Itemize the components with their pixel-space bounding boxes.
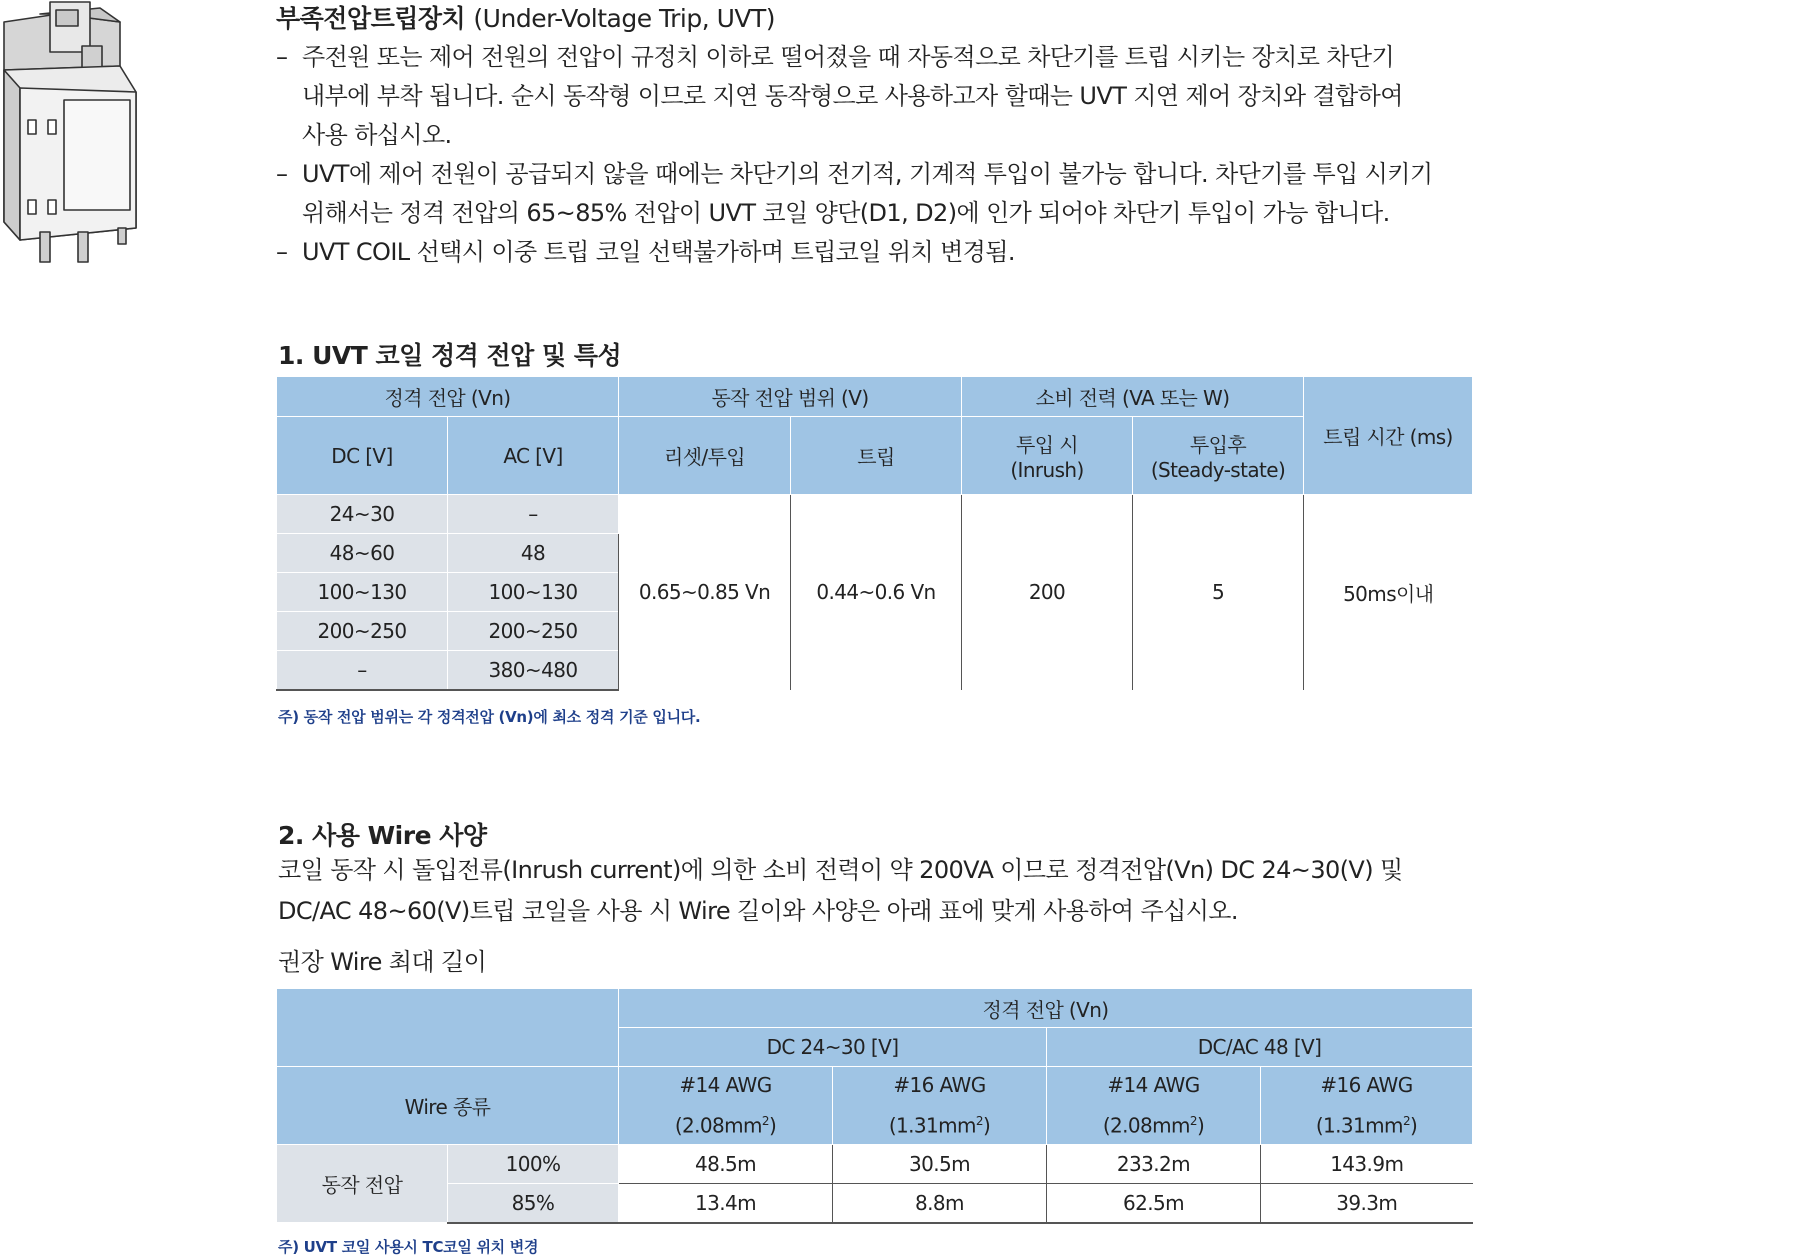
bullet-text: 내부에 부착 됩니다. 순시 동작형 이므로 지연 동작형으로 사용하고자 할때는 UVT 지연 제어 장치와 결합하여 <box>302 82 1403 110</box>
table-cell: 13.4m <box>619 1184 833 1223</box>
awg-size-close: ) <box>768 1113 777 1138</box>
bullet-text: 주전원 또는 제어 전원의 전압이 규정치 이하로 떨어졌을 때 자동적으로 차단기를 트립 시키는 장치로 차단기 <box>302 43 1395 71</box>
table-cell: 380~480 <box>448 651 619 690</box>
section2-subtitle: 권장 Wire 최대 길이 <box>278 948 487 976</box>
merged-inrush-value: 200 <box>962 495 1133 690</box>
section2-title: 2. 사용 Wire 사양 <box>278 821 487 850</box>
section2-paragraph <box>278 850 1474 932</box>
uvt-device-illustration <box>0 0 142 268</box>
awg-size-close: ) <box>982 1113 991 1138</box>
bullet-dash: – <box>276 43 288 71</box>
awg-size-value: (1.31mm <box>888 1113 976 1138</box>
paragraph-line: 코일 동작 시 돌입전류(Inrush current)에 의한 소비 전력이 약 200VA 이므로 정격전압(Vn) DC 24~30(V) 및 <box>278 856 1403 884</box>
header-dc: DC [V] <box>277 417 448 495</box>
table-cell: 100~130 <box>448 573 619 612</box>
awg-label: #16 AWG <box>893 1073 986 1098</box>
awg-label: #14 AWG <box>1107 1073 1200 1098</box>
merged-reset-value: 0.65~0.85 Vn <box>619 495 791 690</box>
header-dc24: DC 24~30 [V] <box>619 1028 1047 1067</box>
header-steady-label: 투입후 <box>1189 433 1247 457</box>
awg-size-unit: 2 <box>975 1114 983 1129</box>
table-cell: 48 <box>448 534 619 573</box>
awg-size-close: ) <box>1196 1113 1205 1138</box>
header-trip: 트립 <box>791 417 962 495</box>
awg-size <box>1261 1103 1472 1144</box>
header-steady-sub: (Steady-state) <box>1150 458 1286 482</box>
merged-trip-time-value: 50ms이내 <box>1304 495 1473 690</box>
section1-title: 1. UVT 코일 정격 전압 및 특성 <box>278 341 622 370</box>
awg-size-unit: 2 <box>1189 1114 1197 1129</box>
bullet-text: UVT COIL 선택시 이중 트립 코일 선택불가하며 트립코일 위치 변경됨. <box>302 238 1015 266</box>
header-blank <box>277 989 619 1067</box>
row-label-op-voltage: 동작 전압 <box>277 1145 448 1223</box>
header-awg14 <box>619 1067 833 1145</box>
awg-size-value: (2.08mm <box>674 1113 762 1138</box>
intro-title <box>276 0 1476 38</box>
header-awg16 <box>833 1067 1047 1145</box>
awg-size-value: (1.31mm <box>1315 1113 1403 1138</box>
section1-note: 주) 동작 전압 범위는 각 정격전압 (Vn)에 최소 정격 기준 입니다. <box>278 708 701 726</box>
awg-size <box>619 1103 832 1144</box>
bullet-dash: – <box>276 238 288 266</box>
header-rated-voltage: 정격 전압 (Vn) <box>619 989 1473 1028</box>
awg-size <box>1047 1103 1260 1144</box>
intro-section <box>276 0 1476 272</box>
header-operating-range: 동작 전압 범위 (V) <box>619 377 962 417</box>
merged-steady-value: 5 <box>1133 495 1304 690</box>
table-cell: 233.2m <box>1047 1145 1261 1184</box>
awg-size-unit: 2 <box>1402 1114 1410 1129</box>
merged-trip-value: 0.44~0.6 Vn <box>791 495 962 690</box>
awg-label: #14 AWG <box>679 1073 772 1098</box>
awg-size <box>833 1103 1046 1144</box>
header-awg14 <box>1047 1067 1261 1145</box>
table-cell: 100~130 <box>277 573 448 612</box>
table-cell: 62.5m <box>1047 1184 1261 1223</box>
bullet-item <box>276 38 1476 155</box>
bullet-item <box>276 233 1476 272</box>
bullet-item <box>276 155 1476 233</box>
header-trip-time: 트립 시간 (ms) <box>1304 377 1473 495</box>
header-inrush-sub: (Inrush) <box>1010 458 1084 482</box>
intro-title-en: (Under-Voltage Trip, UVT) <box>473 4 776 33</box>
bullet-text: 위해서는 정격 전압의 65~85% 전압이 UVT 코일 양단(D1, D2)에 인가 되어야 차단기 투입이 가능 합니다. <box>302 199 1390 227</box>
table-cell: 48~60 <box>277 534 448 573</box>
table-cell: – <box>448 495 619 534</box>
awg-size-unit: 2 <box>761 1114 769 1129</box>
header-steady <box>1133 417 1304 495</box>
header-power: 소비 전력 (VA 또는 W) <box>962 377 1304 417</box>
table-cell: 48.5m <box>619 1145 833 1184</box>
row-label-pct: 85% <box>448 1184 619 1223</box>
header-ac: AC [V] <box>448 417 619 495</box>
table-cell: 24~30 <box>277 495 448 534</box>
table-cell: 30.5m <box>833 1145 1047 1184</box>
header-rated-voltage: 정격 전압 (Vn) <box>277 377 619 417</box>
paragraph-line: DC/AC 48~60(V)트립 코일을 사용 시 Wire 길이와 사양은 아래 표에 맞게 사용하여 주십시오. <box>278 897 1238 925</box>
header-inrush <box>962 417 1133 495</box>
table-cell: – <box>277 651 448 690</box>
bullet-text: UVT에 제어 전원이 공급되지 않을 때에는 차단기의 전기적, 기계적 투입이 불가능 합니다. 차단기를 투입 시키기 <box>302 160 1433 188</box>
table-cell: 8.8m <box>833 1184 1047 1223</box>
header-dcac48: DC/AC 48 [V] <box>1047 1028 1473 1067</box>
intro-title-ko: 부족전압트립장치 <box>276 4 466 33</box>
header-wire-type: Wire 종류 <box>277 1067 619 1145</box>
table-cell: 143.9m <box>1261 1145 1473 1184</box>
table-cell: 200~250 <box>448 612 619 651</box>
wire-length-table <box>276 988 1473 1224</box>
awg-size-value: (2.08mm <box>1102 1113 1190 1138</box>
bullet-dash: – <box>276 160 288 188</box>
header-reset: 리셋/투입 <box>619 417 791 495</box>
section2-note: 주) UVT 코일 사용시 TC코일 위치 변경 <box>278 1238 539 1256</box>
awg-label: #16 AWG <box>1320 1073 1413 1098</box>
row-label-pct: 100% <box>448 1145 619 1184</box>
bullet-text: 사용 하십시오. <box>302 121 452 149</box>
header-inrush-label: 투입 시 <box>1016 433 1078 457</box>
uvt-coil-table <box>276 376 1473 691</box>
table-cell: 200~250 <box>277 612 448 651</box>
header-awg16 <box>1261 1067 1473 1145</box>
awg-size-close: ) <box>1409 1113 1418 1138</box>
table-cell: 39.3m <box>1261 1184 1473 1223</box>
